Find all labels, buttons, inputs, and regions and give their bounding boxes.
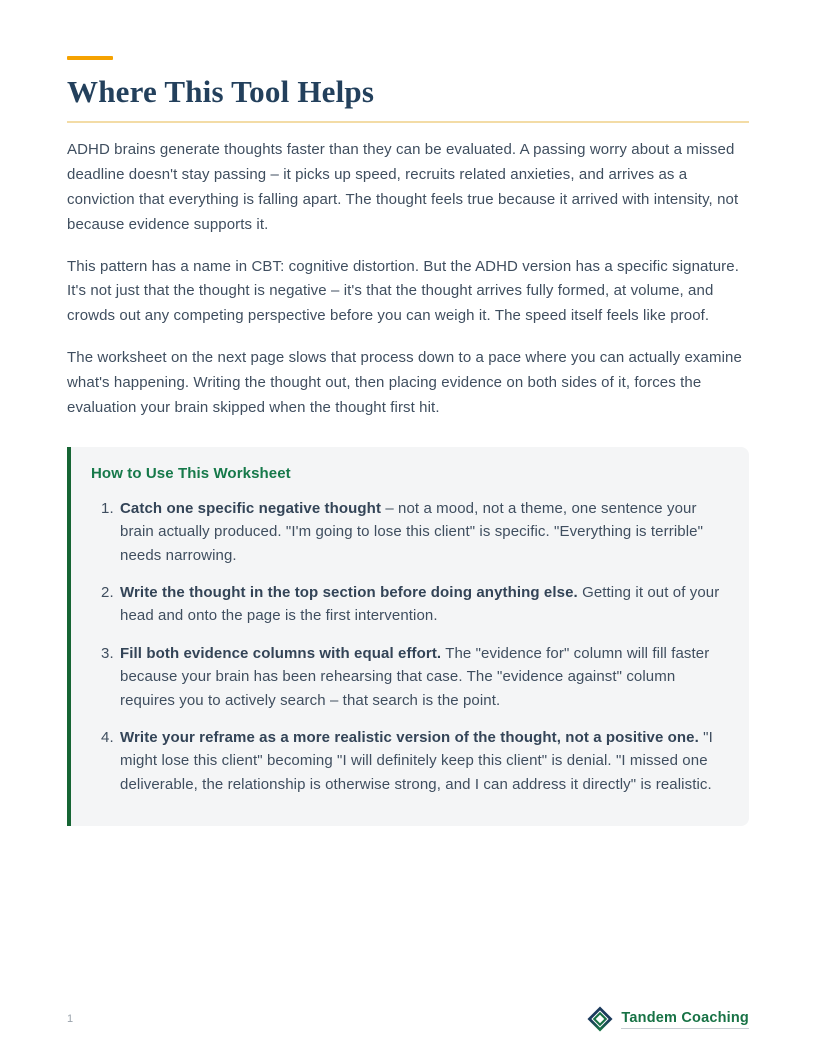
instructions-list (91, 497, 725, 796)
list-item-lead: Catch one specific negative thought (120, 499, 382, 517)
accent-bar (67, 56, 113, 60)
list-item-text: – not a mood, not a theme, one sentence your brain actually produced. "I'm going to lose this client" is specific. "Everything is terrible" needs narrowing. (120, 499, 703, 564)
list-item-catch-thought (118, 497, 725, 567)
list-item-text: Getting it out of your head and onto the page is the first intervention. (120, 584, 720, 625)
page-footer (67, 1006, 749, 1032)
brand-name: Tandem Coaching (621, 1010, 749, 1029)
paragraph-worksheet: The worksheet on the next page slows that process down to a pace where you can actually examine what's happening. Writing the thought out, then placing evidence on both sides of it, forces the evaluation your brain skipped when the thought first hit. (67, 349, 742, 417)
title-rule (67, 121, 749, 123)
paragraph-pattern: This pattern has a name in CBT: cognitive distortion. But the ADHD version has a specific signature. It's not just that the thought is negative – it's that the thought arrives fully formed, at volume, and crowds out any competing perspective before you can weigh it. The speed itself feels like proof. (67, 257, 739, 325)
list-item-text: "I might lose this client" becoming "I will definitely keep this client" is denial. "I missed one deliverable, the relationship is otherwise strong, and I can address it directly" is realistic. (120, 729, 713, 793)
callout-heading: How to Use This Worksheet (91, 464, 291, 482)
paragraph-intro: ADHD brains generate thoughts faster than they can be evaluated. A passing worry about a missed deadline doesn't stay passing – it picks up speed, recruits related anxieties, and arrives as a conviction that everything is falling apart. The thought feels true because it arrived with intensity, not because evidence supports it. (67, 141, 739, 233)
page-title: Where This Tool Helps (67, 74, 375, 109)
list-item-write-reframe (118, 726, 725, 796)
list-item-text: The "evidence for" column will fill faster because your brain has been rehearsing that case. The "evidence against" column requires you to actively search – that search is the point. (120, 644, 710, 709)
how-to-use-callout (67, 447, 749, 826)
brand-logo (587, 1006, 749, 1032)
list-item-lead: Fill both evidence columns with equal effort. (120, 644, 442, 662)
page-number: 1 (67, 1013, 74, 1025)
tandem-diamond-icon (587, 1006, 613, 1032)
list-item-write-thought (118, 581, 725, 628)
list-item-lead: Write your reframe as a more realistic version of the thought, not a positive one. (120, 729, 699, 747)
list-item-lead: Write the thought in the top section before doing anything else. (120, 584, 578, 602)
list-item-fill-columns (118, 642, 725, 712)
